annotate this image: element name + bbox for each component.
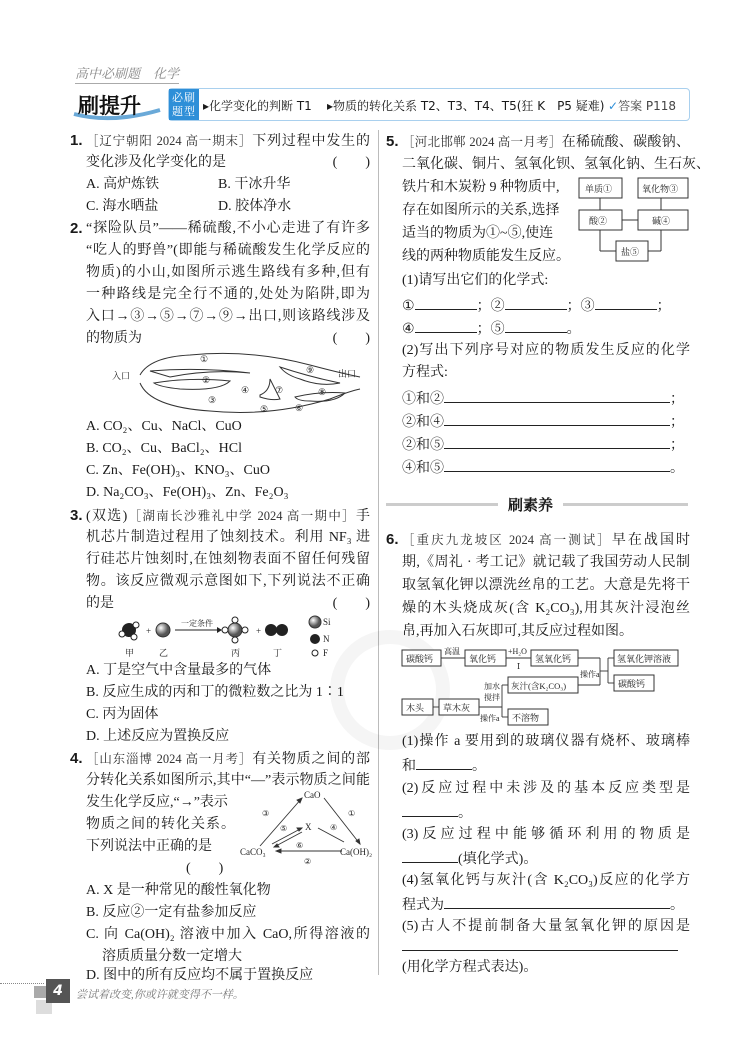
- pair-label: ①和②: [402, 392, 444, 407]
- label-bing: 丙: [231, 648, 241, 658]
- answer-blank[interactable]: [444, 410, 670, 426]
- series-title: 高中必刷题 化学: [75, 63, 179, 84]
- q2-answer-paren: ( ): [332, 331, 370, 346]
- flow-wood: 木头: [406, 703, 425, 713]
- logo-text: 刷提升: [78, 94, 141, 118]
- page-number: 4: [46, 979, 70, 1003]
- q4-line: 发生化学反应,“→”表示: [86, 795, 228, 810]
- q4-option-a: A. X 是一种常见的酸性氧化物: [86, 883, 271, 898]
- answer-blank[interactable]: [402, 950, 678, 951]
- answer-page: 答案 P118: [618, 99, 677, 113]
- section-divider-right: [563, 503, 688, 506]
- section-divider-left: [386, 503, 498, 506]
- flow-stir: 搅拌: [484, 693, 500, 702]
- q2-number: 2.: [70, 220, 83, 237]
- q1-option-c: C. 海水晒盐: [86, 199, 159, 214]
- label-jia: 甲: [125, 648, 135, 658]
- box-base: 碱④: [652, 216, 671, 226]
- answer-blank[interactable]: [415, 294, 477, 310]
- section-title: 刷素养: [508, 496, 554, 514]
- box-element: 单质①: [585, 184, 613, 194]
- flow-high-temp: 高温: [444, 647, 460, 656]
- answer-blank[interactable]: [505, 317, 567, 333]
- answer-blank[interactable]: [444, 456, 670, 472]
- footer-square-light: [34, 986, 46, 998]
- q5-text: 在稀硫酸、碳酸钠、: [561, 135, 690, 150]
- q1-number: 1.: [70, 132, 83, 149]
- box-acid: 酸②: [589, 216, 608, 226]
- q3-answer-paren: ( ): [332, 596, 370, 611]
- label-ding: 丁: [273, 648, 283, 658]
- node-caco3: CaCO₃: [240, 847, 266, 857]
- q1-answer-paren: ( ): [332, 155, 370, 170]
- q2-option-d: D. Na₂CO₃、Fe(OH)₃、Zn、Fe₂O₃: [86, 485, 289, 500]
- flow-caco3: 碳酸钙: [406, 654, 434, 664]
- q6-source: ［重庆九龙坡区 2024 高一测试］: [402, 533, 612, 547]
- maze-entry: 入口: [112, 371, 131, 381]
- q2-option-a: A. CO₂、Cu、NaCl、CuO: [86, 419, 242, 434]
- flow-add-water: +H₂O: [508, 647, 527, 656]
- q6-sub2-blank: 。: [402, 801, 690, 823]
- q6-line: 帛,再加入石灰即可,其反应过程如图。: [402, 624, 633, 639]
- q5-part2-cont: 方程式:: [402, 365, 448, 380]
- q1-text-2: 变化涉及化学变化的是: [86, 155, 226, 170]
- q5-part1: (1)请写出它们的化学式:: [402, 273, 549, 288]
- q4-answer-paren: ( ): [186, 861, 224, 876]
- q1-line-1: [86, 130, 370, 152]
- maze-mark: ⑥: [295, 403, 304, 413]
- pair-label: ④和⑤: [402, 461, 444, 476]
- q6-text: 早在战国时: [611, 533, 690, 548]
- q5-line: 适当的物质为①~⑤,使连: [402, 226, 554, 241]
- reaction-mark: ②: [304, 857, 312, 866]
- flow-cao: 氧化钙: [469, 654, 497, 664]
- topic-1: ▸化学变化的判断 T1: [203, 99, 312, 113]
- q6-sub1-cont: 和 。: [402, 754, 690, 776]
- q4-option-c: C. 向 Ca(OH)₂ 溶液中加入 CaO,所得溶液的: [86, 927, 370, 942]
- maze-mark: ③: [208, 395, 217, 405]
- box-oxide: 氧化物③: [642, 184, 679, 194]
- q1-option-b: B. 干冰升华: [218, 177, 291, 192]
- flow-operation-2: 操作a: [480, 714, 500, 723]
- blank-label: ①: [402, 299, 415, 314]
- q2-maze-diagram: [110, 351, 370, 415]
- q5-equation-row: ②和④ ；: [402, 410, 690, 432]
- reaction-mark: ⑥: [296, 841, 304, 850]
- answer-ref: [608, 97, 676, 114]
- answer-blank[interactable]: [402, 801, 458, 817]
- q4-option-d: D. 图中的所有反应均不属于置换反应: [86, 968, 314, 983]
- q6-process-flow-diagram: [400, 645, 690, 727]
- q5-relation-diagram: [578, 176, 690, 264]
- maze-exit: 出口: [338, 369, 357, 379]
- q3-text: 的是: [86, 596, 114, 611]
- q4-text: 有关物质之间的部: [252, 752, 370, 767]
- answer-blank[interactable]: [415, 317, 477, 333]
- q6-text: (填化学式)。: [458, 852, 538, 867]
- q5-equation-row: ①和② ；: [402, 387, 690, 409]
- q6-sub3-cont: [402, 847, 690, 869]
- q4-option-b: B. 反应②一定有盐参加反应: [86, 905, 257, 920]
- q4-line-1: [86, 748, 370, 770]
- q6-text: 和: [402, 759, 416, 774]
- q4-number: 4.: [70, 750, 83, 767]
- q6-number: 6.: [386, 531, 399, 548]
- q2-line: 一种路线是完全行不通的,处处为陷阱,即为: [86, 287, 370, 302]
- svg-text:+: +: [146, 626, 152, 636]
- answer-blank[interactable]: [416, 754, 472, 770]
- q5-blanks-row-2: ④ ；⑤ 。: [402, 317, 690, 339]
- reaction-mark: ③: [262, 809, 270, 818]
- q2-option-c: C. Zn、Fe(OH)₃、KNO₃、CuO: [86, 463, 270, 478]
- answer-blank[interactable]: [505, 294, 567, 310]
- reaction-condition: 一定条件: [181, 619, 213, 628]
- flow-lye: 灰汁(含K₂CO₃): [511, 681, 567, 691]
- flow-caoh2: 氢氧化钙: [535, 654, 572, 664]
- svg-text:+: +: [256, 626, 262, 636]
- flow-insoluble: 不溶物: [512, 713, 540, 723]
- check-icon: ✓: [608, 99, 619, 113]
- q2-line: 物质)的小山,如图所示逃生路线有多种,但有: [86, 265, 370, 280]
- q5-part2: (2)写出下列序号对应的物质发生反应的化学: [402, 343, 690, 358]
- q6-sub4-cont: 程式为 。: [402, 893, 690, 915]
- legend-f: F: [323, 648, 329, 658]
- flow-ash: 草木灰: [443, 703, 471, 713]
- q3-line: [86, 593, 370, 615]
- q5-equation-row: ④和⑤ 。: [402, 456, 690, 478]
- q6-sub1: (1)操作 a 要用到的玻璃仪器有烧杯、玻璃棒: [402, 734, 690, 749]
- q5-blanks-row-1: ① ；② ；③ ；: [402, 294, 690, 316]
- q4-line: 下列说法中正确的是: [86, 839, 212, 854]
- maze-mark: ⑧: [318, 387, 327, 397]
- q1-line-2: [86, 152, 370, 174]
- reaction-mark: ④: [330, 823, 338, 832]
- node-caoh2: Ca(OH)₂: [340, 847, 373, 857]
- q1-option-d: D. 胶体净水: [218, 199, 292, 214]
- pair-label: ②和④: [402, 415, 444, 430]
- topic-tag: 必刷题型: [169, 89, 199, 120]
- q3-option-c: C. 丙为固体: [86, 707, 159, 722]
- q3-line: 机芯片制造过程用了蚀刻技术。利用 NF₃ 进: [86, 530, 370, 545]
- column-divider: [378, 130, 379, 975]
- answer-blank[interactable]: [402, 847, 458, 863]
- footer-slogan: 尝试着改变,你或许就变得不一样。: [76, 989, 244, 1001]
- q6-sub3: (3)反应过程中能够循环利用的物质是: [402, 827, 690, 842]
- q5-line-1: [402, 131, 690, 153]
- q2-line: “探险队员”——稀硫酸,不小心走进了有许多: [86, 221, 370, 236]
- answer-blank[interactable]: [595, 294, 657, 310]
- reaction-mark: ⑤: [280, 824, 288, 833]
- q2-text: 的物质为: [86, 331, 142, 346]
- maze-mark: ②: [202, 375, 211, 385]
- blank-label: ④: [402, 322, 415, 337]
- q3-option-b: B. 反应生成的丙和丁的微粒数之比为 1∶1: [86, 685, 344, 700]
- q3-line: 行硅芯片蚀刻时,在蚀刻物表面不留任何残留: [86, 552, 370, 567]
- maze-mark: ⑤: [260, 404, 269, 414]
- q3-line-1: [86, 505, 370, 527]
- q1-source: ［辽宁朝阳 2024 高一期末］: [86, 134, 253, 148]
- q3-option-d: D. 上述反应为置换反应: [86, 729, 230, 744]
- q6-line: 燥的木头烧成灰(含 K₂CO₃),用其灰汁浸泡丝: [402, 601, 690, 616]
- maze-mark: ①: [200, 354, 209, 364]
- q6-line-1: [402, 529, 690, 551]
- q3-molecule-diagram: [115, 614, 345, 660]
- legend-n: N: [323, 634, 330, 644]
- box-salt: 盐⑤: [621, 247, 640, 257]
- q6-sub4: (4)氢氧化钙与灰汁(含 K₂CO₃)反应的化学方: [402, 873, 690, 888]
- answer-blank[interactable]: [444, 387, 670, 403]
- q6-line: 取氢氧化钾以漂洗丝帛的工艺。大意是先将干: [402, 578, 690, 593]
- flow-koh-solution: 氢氧化钾溶液: [617, 654, 672, 664]
- flow-add-water-2: 加水: [484, 682, 500, 691]
- q3-double-choice: (双选): [86, 509, 128, 524]
- pair-label: ②和⑤: [402, 438, 444, 453]
- answer-blank[interactable]: [444, 433, 670, 449]
- q3-text: 手: [356, 509, 370, 524]
- flow-step: Ⅰ: [517, 662, 521, 671]
- q4-line: 分转化关系如图所示,其中“—”表示物质之间能: [86, 773, 370, 788]
- q2-line: [86, 328, 370, 350]
- maze-mark: ④: [241, 385, 250, 395]
- blank-label: ②: [490, 299, 505, 314]
- maze-mark: ⑨: [306, 365, 315, 375]
- q1-text: 下列过程中发生的: [252, 134, 370, 149]
- q6-sub5-cont: (用化学方程式表达)。: [402, 960, 538, 975]
- blank-label: ③: [580, 299, 595, 314]
- q4-line: 物质之间的转化关系。: [86, 817, 236, 832]
- flow-operation: 操作a: [580, 670, 600, 679]
- reaction-mark: ①: [348, 809, 356, 818]
- legend-si: Si: [323, 617, 331, 627]
- q3-line: 物。该反应微观示意图如下,下列说法不正确: [86, 574, 370, 589]
- q6-sub5: (5)古人不提前制备大量氢氧化钾的原因是: [402, 919, 690, 934]
- node-cao: CaO: [304, 790, 321, 800]
- q6-text: 程式为: [402, 898, 444, 913]
- q4-source: ［山东淄博 2024 高一月考］: [86, 752, 253, 766]
- q4-triangle-diagram: [240, 786, 375, 866]
- label-yi: 乙: [159, 648, 169, 658]
- section-logo: [72, 88, 162, 122]
- flow-caco3-product: 碳酸钙: [618, 679, 646, 689]
- answer-blank[interactable]: [444, 893, 670, 909]
- q1-option-a: A. 高炉炼铁: [86, 177, 160, 192]
- q5-number: 5.: [386, 133, 399, 150]
- q3-source: ［湖南长沙雅礼中学 2024 高一期中］: [127, 509, 356, 523]
- q6-sub2: (2)反应过程中未涉及的基本反应类型是: [402, 781, 690, 796]
- q5-line: 线的两种物质能发生反应。: [402, 249, 570, 264]
- q2-option-b: B. CO₂、Cu、BaCl₂、HCl: [86, 441, 243, 456]
- node-x: X: [305, 822, 312, 832]
- q5-line: 存在如图所示的关系,选择: [402, 203, 560, 218]
- footer-dotted-line: [0, 983, 44, 984]
- q4-option-c-cont: 溶质质量分数一定增大: [102, 949, 242, 964]
- topic-2: ▸物质的转化关系 T2、T3、T4、T5(狂 K P5 疑难): [327, 99, 605, 113]
- q2-line: 入口→③→⑤→⑦→⑨→出口,则该路线涉及: [86, 309, 370, 324]
- q2-line: “吃人的野兽”(即能与稀硫酸发生化学反应的: [86, 243, 370, 258]
- q5-source: ［河北邯郸 2024 高一月考］: [402, 135, 562, 149]
- q5-line: 二氧化碳、铜片、氢氧化钡、氢氧化钠、生石灰、: [402, 157, 710, 172]
- q3-option-a: A. 丁是空气中含量最多的气体: [86, 663, 272, 678]
- maze-mark: ⑦: [275, 385, 284, 395]
- q3-number: 3.: [70, 507, 83, 524]
- q5-equation-row: ②和⑤ ；: [402, 433, 690, 455]
- q5-line: 铁片和木炭粉 9 种物质中,: [402, 180, 560, 195]
- blank-label: ⑤: [490, 322, 505, 337]
- q6-line: 期,《周礼 · 考工记》就记载了我国劳动人民制: [402, 555, 690, 570]
